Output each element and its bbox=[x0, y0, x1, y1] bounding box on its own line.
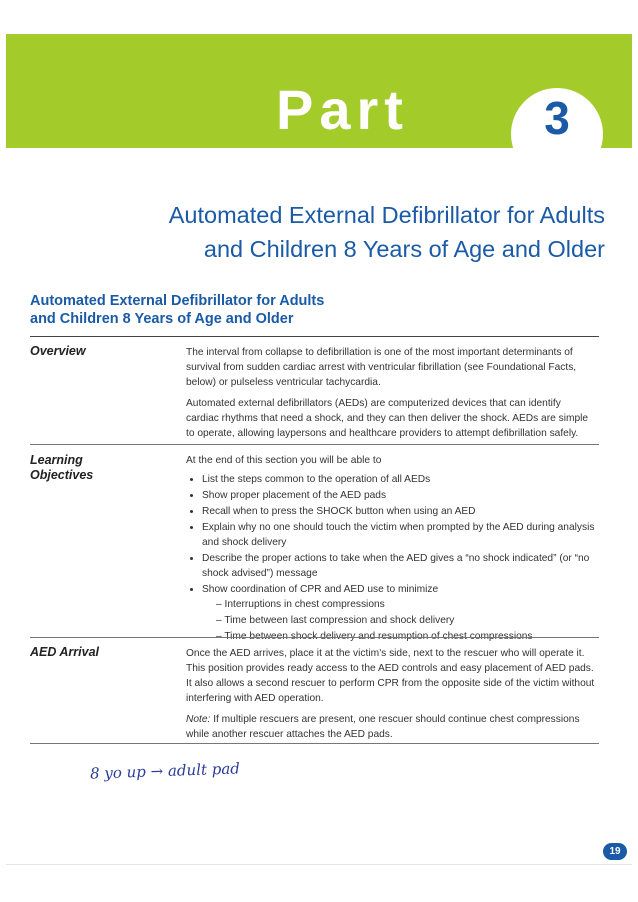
list-item bbox=[202, 582, 596, 644]
page-number: 19 bbox=[609, 846, 621, 857]
objectives-body bbox=[186, 453, 596, 645]
overview-body bbox=[186, 345, 596, 447]
label-line-1: Learning bbox=[30, 453, 83, 467]
note-label: Note: bbox=[186, 714, 211, 725]
banner-part-number: 3 bbox=[544, 92, 570, 144]
overview-label: Overview bbox=[30, 344, 86, 358]
list-item: • Show proper placement of the AED pads bbox=[202, 488, 596, 503]
objectives-intro: At the end of this section you will be able to bbox=[186, 455, 382, 466]
part-title-line-2: and Children 8 Years of Age and Older bbox=[203, 236, 605, 262]
section-heading-line-2: and Children 8 Years of Age and Older bbox=[30, 311, 294, 327]
learning-objectives-label bbox=[30, 453, 93, 483]
sublist-item: – Time between last compression and shock delivery bbox=[216, 613, 596, 628]
part-banner bbox=[6, 34, 632, 148]
page-bottom-edge bbox=[6, 864, 632, 865]
sublist-item: – Time between shock delivery and resumption of chest compressions bbox=[216, 629, 596, 644]
aed-arrival-body bbox=[186, 646, 596, 748]
aed-arrival-label: AED Arrival bbox=[30, 645, 100, 659]
note-text: If multiple rescuers are present, one rescuer should continue chest compressions while another rescuer attaches the AED pads. bbox=[186, 714, 580, 740]
part-title bbox=[60, 198, 605, 266]
divider bbox=[30, 336, 599, 337]
divider bbox=[30, 743, 599, 744]
objectives-list bbox=[186, 472, 596, 644]
aed-arrival-note bbox=[186, 712, 596, 742]
overview-paragraph-2: Automated external defibrillators (AEDs) are computerized devices that can identify cardiac rhythms that need a shock, and they can then deliver the shock. AEDs are simple to operate, allowing laypersons and healthcare providers to attempt defibrillation safely. bbox=[186, 398, 589, 439]
banner-part-word: Part bbox=[276, 78, 409, 141]
handwritten-annotation: 8 yo up → adult pad bbox=[89, 759, 241, 783]
overview-paragraph-1: The interval from collapse to defibrillation is one of the most important determinants of survival from sudden cardiac arrest with ventricular fibrillation (see Foundational Facts, below) or pulseless ventricular tachycardia. bbox=[186, 347, 577, 388]
divider bbox=[30, 444, 599, 445]
list-item: • Recall when to press the SHOCK button when using an AED bbox=[202, 504, 596, 519]
section-heading-line-1: Automated External Defibrillator for Adults bbox=[30, 293, 325, 309]
aed-arrival-paragraph: Once the AED arrives, place it at the victim’s side, next to the rescuer who will operate it. This position provides ready access to the AED controls and easy placement of AED pads. It also allows a second rescuer to perform CPR from the opposite side of the victim without interfering with AED operation. bbox=[186, 648, 595, 704]
divider bbox=[30, 637, 599, 638]
list-item: • Explain why no one should touch the victim when prompted by the AED during analysis and shock delivery bbox=[202, 520, 596, 550]
label-line-2: Objectives bbox=[30, 468, 94, 482]
section-heading bbox=[30, 292, 324, 328]
list-item: • List the steps common to the operation of all AEDs bbox=[202, 472, 596, 487]
part-title-line-1: Automated External Defibrillator for Adults bbox=[168, 202, 605, 228]
list-item: • Describe the proper actions to take when the AED gives a “no shock indicated” (or “no shock advised”) message bbox=[202, 551, 596, 581]
sublist-item: – Interruptions in chest compressions bbox=[216, 597, 596, 612]
list-item-text: Show coordination of CPR and AED use to minimize bbox=[202, 584, 439, 595]
